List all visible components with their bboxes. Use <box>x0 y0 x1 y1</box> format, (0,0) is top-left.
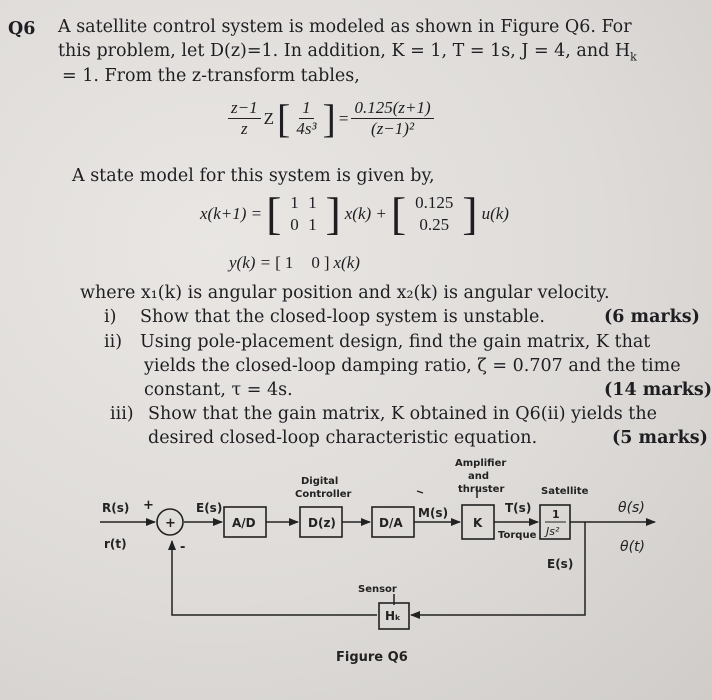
da-label: D/A <box>379 516 403 530</box>
amp-title-2: and <box>468 471 490 482</box>
matrix-a-cell: 0 <box>290 215 299 234</box>
part-iii-label: iii) <box>110 404 134 424</box>
matrix-c-right-bracket: ] <box>323 253 330 272</box>
matrix-a-left-bracket: [ <box>266 188 282 239</box>
part-i-marks: (6 marks) <box>604 307 700 327</box>
ztransform-rhs-den: (z−1)² <box>371 119 415 138</box>
question-number: Q6 <box>8 19 36 39</box>
k-label: K <box>473 516 483 530</box>
intro-line-3: = 1. From the z-transform tables, <box>62 66 360 86</box>
intro-line-2-text: this problem, let D(z)=1. In addition, K = 1, T = 1s, J = 4, and H <box>58 41 631 61</box>
ztransform-rhs-num: 0.125(z+1) <box>351 98 433 119</box>
ztransform-equals: = <box>338 108 349 128</box>
minus-sign: - <box>180 540 186 555</box>
sensor-label: Hₖ <box>385 609 401 623</box>
part-i-text: Show that the closed-loop system is unstable. <box>140 307 545 327</box>
intro-line-1: A satellite control system is modeled as shown in Figure Q6. For <box>58 17 632 37</box>
part-ii-text-2: yields the closed-loop damping ratio, ζ = 0.707 and the time <box>144 356 681 376</box>
ztransform-lhs-den: z <box>240 119 248 138</box>
input-time-label: r(t) <box>104 537 127 551</box>
t-label: T(s) <box>505 501 532 515</box>
matrix-a-cell: 1 <box>308 215 317 234</box>
matrix-b-cell: 0.125 <box>415 193 454 212</box>
part-ii-text-1: Using pole-placement design, find the gain matrix, K that <box>140 332 651 352</box>
where-line: where x₁(k) is angular position and x₂(k) is angular velocity. <box>80 283 610 303</box>
part-ii-text-3: constant, τ = 4s. <box>144 380 293 400</box>
controller-title-2: Controller <box>295 489 352 500</box>
part-i-label: i) <box>104 307 117 327</box>
right-bracket: ] <box>322 95 336 141</box>
output-eq-tail: x(k) <box>333 253 360 272</box>
part-iii-text-1: Show that the gain matrix, K obtained in Q6(ii) yields the <box>148 404 657 424</box>
m-label: M(s) <box>418 506 449 520</box>
figure-caption: Figure Q6 <box>336 650 408 665</box>
ztransform-lhs-num: z−1 <box>228 98 261 119</box>
plant-denominator: Js² <box>546 525 560 538</box>
part-iii-marks: (5 marks) <box>612 428 708 448</box>
intro-line-2-sub: k <box>630 50 637 64</box>
matrix-c-left-bracket: [ <box>275 253 281 272</box>
part-ii-marks: (14 marks) <box>604 380 712 400</box>
state-intro: A state model for this system is given by, <box>72 166 435 186</box>
matrix-c-cell: 1 <box>284 253 294 272</box>
e-bottom-label: E(s) <box>547 557 574 571</box>
matrix-b-cell: 0.25 <box>419 215 450 234</box>
matrix-b-right-bracket: ] <box>462 188 478 239</box>
ad-label: A/D <box>232 516 256 530</box>
ztransform-operator: Z <box>263 108 274 128</box>
ztransform-inner-num: 1 <box>299 98 314 119</box>
matrix-a-cell: 1 <box>308 193 317 212</box>
controller-label: D(z) <box>308 516 336 530</box>
input-label: R(s) <box>102 501 130 515</box>
state-eq-mid: x(k) + <box>344 204 387 223</box>
output-time-label: θ(t) <box>620 539 645 555</box>
controller-dash <box>417 491 423 493</box>
output-eq-lhs: y(k) = <box>229 253 272 272</box>
output-label: θ(s) <box>618 500 645 516</box>
part-ii-label: ii) <box>104 332 123 352</box>
controller-title-1: Digital <box>301 476 339 487</box>
matrix-c-cell: 0 <box>311 253 320 272</box>
amp-title-3: thruster <box>458 484 505 495</box>
left-bracket: [ <box>276 95 291 141</box>
matrix-a-right-bracket: ] <box>325 188 341 239</box>
matrix-a-cell: 1 <box>290 193 299 212</box>
plant-numerator: 1 <box>552 508 560 521</box>
feedback-path-left <box>172 541 377 615</box>
amp-title-1: Amplifier <box>455 458 507 469</box>
error-label: E(s) <box>196 501 223 515</box>
plus-sign: + <box>143 498 154 513</box>
satellite-title: Satellite <box>541 486 589 497</box>
torque-label: Torque <box>498 530 537 541</box>
ztransform-inner-den: 4s³ <box>296 119 317 138</box>
state-eq-tail: u(k) <box>481 204 509 223</box>
sensor-title: Sensor <box>358 584 397 595</box>
state-eq-lhs: x(k+1) = <box>200 204 263 223</box>
sum-symbol: + <box>165 516 176 531</box>
part-iii-text-2: desired closed-loop characteristic equation. <box>148 428 538 448</box>
matrix-b-left-bracket: [ <box>390 188 407 239</box>
